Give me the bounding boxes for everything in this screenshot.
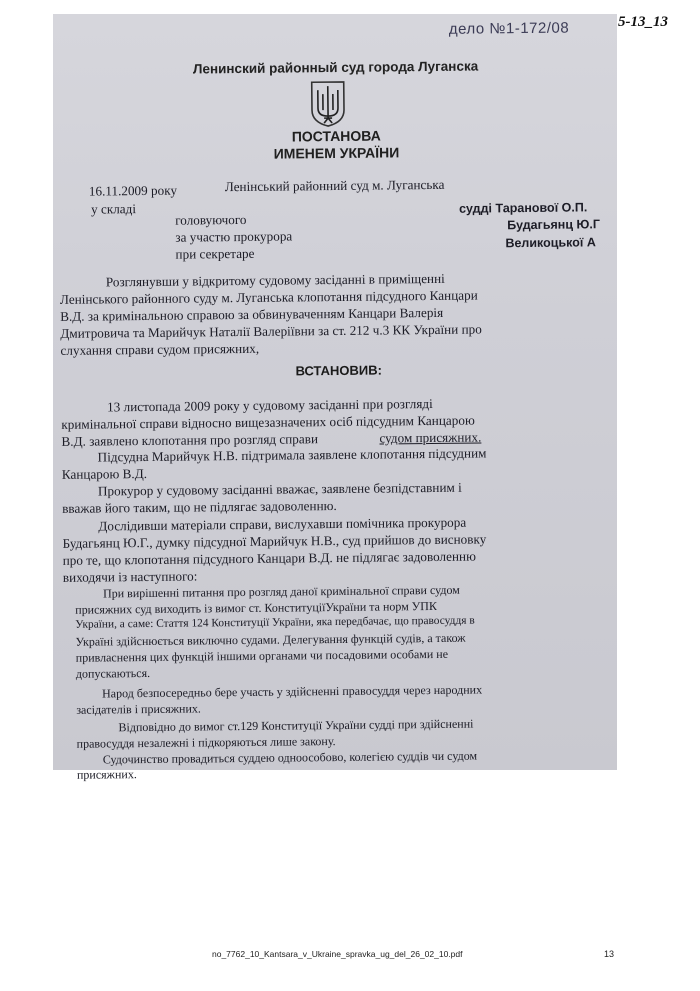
intro-line: Ленінського районного суду м. Луганська клопотання підсудного Канцари (59, 287, 478, 307)
law-line: Відповідно до вимог ст.129 Конституції України судді при здійсненні (118, 716, 474, 735)
decision-date: 16.11.2009 року (88, 182, 178, 199)
intro-line: Дмитровича та Марийчук Наталії Валеріївни за ст. 212 ч.3 КК України про (60, 321, 482, 341)
document-sheet (53, 11, 625, 782)
law-line: Судочинство провадиться суддею одноособово, колегією суддів чи судом (102, 748, 478, 767)
law-line: України, а саме: Стаття 124 Конституції України, яка передбачає, що правосуддя в (75, 614, 475, 631)
footer-filename: no_7762_10_Kantsara_v_Ukraine_spravka_ug_del_26_02_10.pdf (212, 949, 463, 959)
body-line: виходячи із наступного: (62, 568, 198, 585)
body-line: Будагьянц Ю.Г., думку підсудної Марийчук Н.В., суд прийшов до висновку (62, 531, 487, 551)
prosecutor-label: за участю прокурора (175, 228, 293, 245)
body-line-underlined: судом присяжних. (379, 429, 482, 446)
presiding-judge-name: судді Таранової О.П. (458, 200, 588, 216)
secretary-name: Великоцької А (505, 235, 596, 251)
law-line: При вирішенні питання про розгляд даної кримінальної справи судом (102, 582, 460, 601)
intro-line: Розглянувши у відкритому судовому засіданні в приміщенні (105, 270, 445, 290)
page-tag: 5-13_13 (618, 14, 668, 30)
prosecutor-name: Будагьянц Ю.Г (507, 217, 600, 233)
presiding-label: головуючого (175, 211, 247, 228)
law-line: Народ безпосередньо бере участь у здійсненні правосуддя через народних (102, 682, 483, 701)
law-line: правосуддя незалежні і підкоряються лише закону. (76, 734, 336, 751)
law-line: присяжних. (76, 767, 137, 782)
document-subtitle: ИМЕНЕМ УКРАЇНИ (273, 144, 400, 162)
established-heading: ВСТАНОВИВ: (295, 362, 383, 379)
intro-line: слухання справи судом присяжних, (60, 340, 260, 358)
law-line: засідателів і присяжних. (76, 701, 201, 717)
composition-label: у складі (90, 201, 137, 217)
law-line: допускаються. (75, 665, 151, 681)
body-line: 13 листопада 2009 року у судовому засіданні при розгляді (107, 395, 433, 415)
body-line: вважав його таким, що не підлягає задоволенню. (62, 498, 337, 516)
body-line: кримінальної справи відносно вищезазначених осіб підсудним Канцарою (61, 412, 475, 432)
case-number: дело №1-172/08 (448, 19, 570, 38)
body-line: В.Д. заявлено клопотання про розгляд справи (61, 431, 319, 449)
trident-emblem-icon (310, 80, 347, 128)
law-line: Україні здійснюється виключно судами. Делегування функцій судів, а також (75, 630, 466, 649)
body-line: Прокурор у судовому засіданні вважає, заявлене безпідставним і (97, 479, 462, 499)
court-heading: Ленинский районный суд города Луганска (192, 58, 479, 77)
court-name: Ленінський районний суд м. Луганська (224, 176, 445, 195)
secretary-label: при секретаре (175, 245, 255, 262)
footer-page-number: 13 (604, 949, 615, 959)
law-line: привласнення цих функцій іншими органами чи посадовими особами не (75, 646, 449, 665)
law-line: присяжних суд виходить із вимог ст. КонституціїУкраїни та норм УПК (75, 598, 437, 617)
body-line: Підсудна Марийчук Н.В. підтримала заявлене клопотання підсудним (97, 445, 487, 465)
scanned-document (53, 14, 617, 782)
body-line: Канцарою В.Д. (61, 465, 148, 482)
document-title: ПОСТАНОВА (291, 127, 381, 145)
body-line: про те, що клопотання підсудного Канцари В.Д. не підлягає задоволенню (62, 548, 476, 568)
intro-line: В.Д. за кримінальною справою за обвинуваченням Канцари Валерія (60, 304, 444, 324)
body-line: Дослідивши матеріали справи, вислухавши помічника прокурора (98, 514, 467, 534)
